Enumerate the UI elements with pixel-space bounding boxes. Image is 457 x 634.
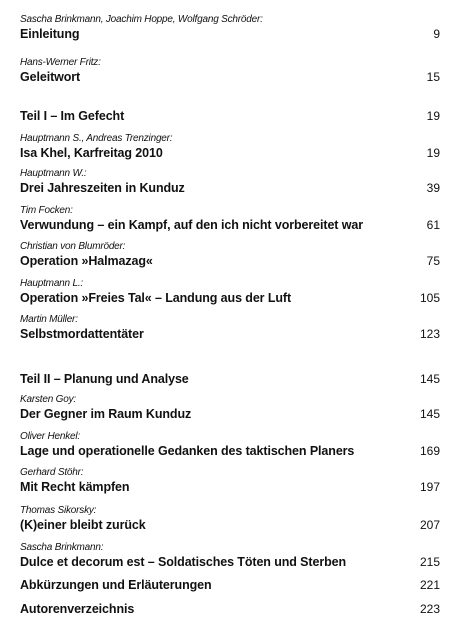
toc-entry-page: 75 xyxy=(426,254,440,268)
toc-entry-title: Isa Khel, Karfreitag 2010 xyxy=(20,146,163,160)
toc-entry-page: 61 xyxy=(426,218,440,232)
toc-entry-author: Hauptmann L.: xyxy=(20,278,83,289)
toc-entry-row xyxy=(20,180,440,196)
toc-entry-row xyxy=(20,326,440,342)
toc-entry-title: Einleitung xyxy=(20,27,80,41)
toc-entry xyxy=(20,394,440,422)
toc-entry-title: Operation »Halmazag« xyxy=(20,254,153,268)
toc-section-heading xyxy=(20,371,440,387)
toc-entry-page: 145 xyxy=(419,407,440,421)
toc-entry-page: 215 xyxy=(419,555,440,569)
toc-entry xyxy=(20,168,440,196)
toc-entry xyxy=(20,241,440,269)
toc-entry xyxy=(20,14,440,42)
toc-entry-page: 123 xyxy=(419,327,440,341)
toc-entry-title: Operation »Freies Tal« – Landung aus der Luft xyxy=(20,291,292,305)
toc-entry-author: Hans-Werner Fritz: xyxy=(20,57,101,68)
toc-entry-title: Mit Recht kämpfen xyxy=(20,480,130,494)
toc-entry-page: 169 xyxy=(419,444,440,458)
toc-entry xyxy=(20,431,440,459)
toc-entry-author: Gerhard Stöhr: xyxy=(20,467,84,478)
toc-entry xyxy=(20,57,440,85)
toc-entry-row xyxy=(20,601,440,617)
toc-entry-title: Abkürzungen und Erläuterungen xyxy=(20,578,212,592)
toc-entry-author: Hauptmann S., Andreas Trenzinger: xyxy=(20,133,173,144)
toc-entry-page: 223 xyxy=(419,602,440,616)
toc-entry-title: Autorenverzeichnis xyxy=(20,602,135,616)
toc-entry-row xyxy=(20,145,440,161)
toc-entry-page: 197 xyxy=(419,480,440,494)
toc-entry-author: Karsten Goy: xyxy=(20,394,76,405)
toc-entry-author: Tim Focken: xyxy=(20,205,73,216)
toc-entry-title: Geleitwort xyxy=(20,70,81,84)
toc-entry xyxy=(20,278,440,306)
toc-entry-row xyxy=(20,69,440,85)
toc-entry-title: Teil I – Im Gefecht xyxy=(20,109,125,123)
toc-entry-page: 207 xyxy=(419,518,440,532)
toc-entry-page: 9 xyxy=(433,27,440,41)
toc-entry-title: Drei Jahreszeiten in Kunduz xyxy=(20,181,185,195)
toc-entry-page: 221 xyxy=(419,578,440,592)
toc-entry-page: 145 xyxy=(419,372,440,386)
toc-entry-row xyxy=(20,554,440,570)
toc-entry xyxy=(20,601,440,617)
toc-entry-author: Sascha Brinkmann, Joachim Hoppe, Wolfgang Schröder: xyxy=(20,14,263,25)
toc-entry-title: (K)einer bleibt zurück xyxy=(20,518,146,532)
toc-entry-row xyxy=(20,577,440,593)
toc-entry-title: Verwundung – ein Kampf, auf den ich nicht vorbereitet war xyxy=(20,218,363,232)
toc-entry-title: Der Gegner im Raum Kunduz xyxy=(20,407,192,421)
toc-entry-row xyxy=(20,217,440,233)
toc-entry-author: Hauptmann W.: xyxy=(20,168,87,179)
toc-entry-author: Oliver Henkel: xyxy=(20,431,80,442)
toc-entry-row xyxy=(20,26,440,42)
toc-entry-row xyxy=(20,443,440,459)
toc-entry xyxy=(20,205,440,233)
toc-entry-row xyxy=(20,108,440,124)
toc-entry-row xyxy=(20,253,440,269)
toc-entry-page: 105 xyxy=(419,291,440,305)
toc-entry-title: Lage und operationelle Gedanken des taktischen Planers xyxy=(20,444,355,458)
toc-entry xyxy=(20,542,440,570)
toc-entry-author: Sascha Brinkmann: xyxy=(20,542,104,553)
toc-entry-row xyxy=(20,406,440,422)
toc-entry xyxy=(20,577,440,593)
toc-entry-title: Dulce et decorum est – Soldatisches Töten und Sterben xyxy=(20,555,347,569)
toc-entry-row xyxy=(20,517,440,533)
toc-entry-row xyxy=(20,371,440,387)
toc-entry-title: Teil II – Planung und Analyse xyxy=(20,372,189,386)
toc-entry-title: Selbstmordattentäter xyxy=(20,327,144,341)
toc-entry-page: 15 xyxy=(426,70,440,84)
toc-entry-author: Martin Müller: xyxy=(20,314,78,325)
toc-entry xyxy=(20,133,440,161)
toc-entry xyxy=(20,505,440,533)
toc-entry-page: 19 xyxy=(426,109,440,123)
toc-entry xyxy=(20,314,440,342)
toc-section-heading xyxy=(20,108,440,124)
toc-entry-author: Thomas Sikorsky: xyxy=(20,505,97,516)
toc-entry-row xyxy=(20,290,440,306)
toc-entry-author: Christian von Blumröder: xyxy=(20,241,126,252)
toc-entry-row xyxy=(20,479,440,495)
toc-entry-page: 19 xyxy=(426,146,440,160)
toc-entry-page: 39 xyxy=(426,181,440,195)
toc-entry xyxy=(20,467,440,495)
